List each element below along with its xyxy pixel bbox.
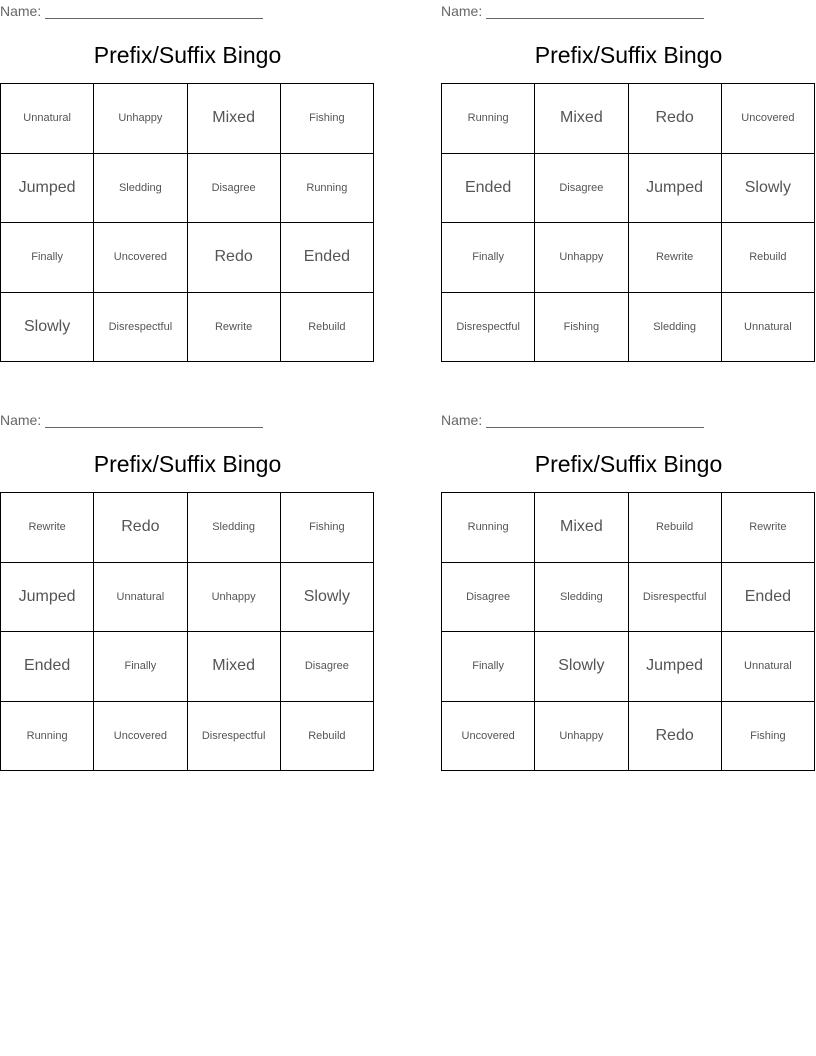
bingo-cell[interactable]: Rewrite	[1, 493, 94, 563]
bingo-cell[interactable]: Unnatural	[94, 563, 187, 633]
bingo-cell[interactable]: Slowly	[535, 632, 628, 702]
bingo-cell[interactable]: Fishing	[722, 702, 815, 772]
bingo-cell[interactable]: Unnatural	[722, 293, 815, 363]
bingo-cell[interactable]: Unhappy	[188, 563, 281, 633]
bingo-cell[interactable]: Slowly	[722, 154, 815, 224]
bingo-cell[interactable]: Unhappy	[94, 84, 187, 154]
bingo-cell[interactable]: Mixed	[535, 84, 628, 154]
bingo-grid	[441, 492, 815, 771]
bingo-grid	[0, 492, 374, 771]
bingo-cell[interactable]: Fishing	[281, 493, 374, 563]
bingo-cell[interactable]: Uncovered	[442, 702, 535, 772]
bingo-cell[interactable]: Running	[442, 84, 535, 154]
bingo-cell[interactable]: Uncovered	[94, 223, 187, 293]
bingo-cell[interactable]: Jumped	[1, 563, 94, 633]
card-title: Prefix/Suffix Bingo	[534, 42, 723, 68]
bingo-cell[interactable]: Mixed	[188, 632, 281, 702]
bingo-cell[interactable]: Redo	[188, 223, 281, 293]
card-title: Prefix/Suffix Bingo	[93, 451, 282, 477]
bingo-cell[interactable]: Disagree	[442, 563, 535, 633]
bingo-cell[interactable]: Slowly	[281, 563, 374, 633]
bingo-cell[interactable]: Running	[1, 702, 94, 772]
name-field[interactable]	[0, 3, 263, 19]
bingo-card-2	[441, 0, 816, 360]
bingo-cell[interactable]: Finally	[442, 223, 535, 293]
bingo-cell[interactable]: Finally	[442, 632, 535, 702]
bingo-cell[interactable]: Finally	[94, 632, 187, 702]
bingo-cell[interactable]: Ended	[442, 154, 535, 224]
bingo-cell[interactable]: Rebuild	[281, 293, 374, 363]
bingo-cell[interactable]: Sledding	[535, 563, 628, 633]
bingo-cell[interactable]: Finally	[1, 223, 94, 293]
bingo-cell[interactable]: Jumped	[629, 632, 722, 702]
bingo-cell[interactable]: Uncovered	[94, 702, 187, 772]
bingo-cell[interactable]: Redo	[629, 84, 722, 154]
bingo-cell[interactable]: Disrespectful	[442, 293, 535, 363]
name-field[interactable]	[441, 412, 704, 428]
bingo-cell[interactable]: Sledding	[629, 293, 722, 363]
bingo-cell[interactable]: Sledding	[94, 154, 187, 224]
bingo-cell[interactable]: Uncovered	[722, 84, 815, 154]
name-label: Name:	[0, 412, 42, 428]
bingo-cell[interactable]: Fishing	[281, 84, 374, 154]
bingo-cell[interactable]: Rewrite	[188, 293, 281, 363]
bingo-cell[interactable]: Disagree	[188, 154, 281, 224]
bingo-cell[interactable]: Disagree	[535, 154, 628, 224]
name-field[interactable]	[441, 3, 704, 19]
bingo-cell[interactable]: Redo	[629, 702, 722, 772]
bingo-cell[interactable]: Jumped	[629, 154, 722, 224]
bingo-cell[interactable]: Disrespectful	[94, 293, 187, 363]
bingo-cell[interactable]: Rewrite	[629, 223, 722, 293]
name-underline[interactable]	[45, 415, 263, 428]
bingo-cell[interactable]: Mixed	[535, 493, 628, 563]
bingo-cell[interactable]: Unhappy	[535, 702, 628, 772]
bingo-cell[interactable]: Unnatural	[1, 84, 94, 154]
bingo-cell[interactable]: Rebuild	[629, 493, 722, 563]
bingo-cell[interactable]: Disagree	[281, 632, 374, 702]
bingo-grid	[0, 83, 374, 362]
name-underline[interactable]	[486, 415, 704, 428]
bingo-cell[interactable]: Fishing	[535, 293, 628, 363]
card-title: Prefix/Suffix Bingo	[93, 42, 282, 68]
bingo-grid	[441, 83, 815, 362]
bingo-cell[interactable]: Unnatural	[722, 632, 815, 702]
bingo-cell[interactable]: Rewrite	[722, 493, 815, 563]
bingo-cell[interactable]: Ended	[722, 563, 815, 633]
bingo-cell[interactable]: Disrespectful	[629, 563, 722, 633]
bingo-cell[interactable]: Jumped	[1, 154, 94, 224]
bingo-cell[interactable]: Mixed	[188, 84, 281, 154]
name-label: Name:	[441, 412, 483, 428]
bingo-cell[interactable]: Rebuild	[281, 702, 374, 772]
bingo-cell[interactable]: Ended	[1, 632, 94, 702]
name-label: Name:	[0, 3, 42, 19]
bingo-cell[interactable]: Unhappy	[535, 223, 628, 293]
name-field[interactable]	[0, 412, 263, 428]
bingo-card-3	[0, 409, 375, 769]
name-underline[interactable]	[486, 6, 704, 19]
card-title: Prefix/Suffix Bingo	[534, 451, 723, 477]
bingo-cell[interactable]: Running	[281, 154, 374, 224]
name-underline[interactable]	[45, 6, 263, 19]
bingo-cell[interactable]: Running	[442, 493, 535, 563]
bingo-cell[interactable]: Redo	[94, 493, 187, 563]
bingo-cell[interactable]: Rebuild	[722, 223, 815, 293]
name-label: Name:	[441, 3, 483, 19]
bingo-cell[interactable]: Ended	[281, 223, 374, 293]
bingo-cell[interactable]: Sledding	[188, 493, 281, 563]
bingo-cell[interactable]: Slowly	[1, 293, 94, 363]
bingo-cell[interactable]: Disrespectful	[188, 702, 281, 772]
bingo-card-1	[0, 0, 375, 360]
bingo-card-4	[441, 409, 816, 769]
